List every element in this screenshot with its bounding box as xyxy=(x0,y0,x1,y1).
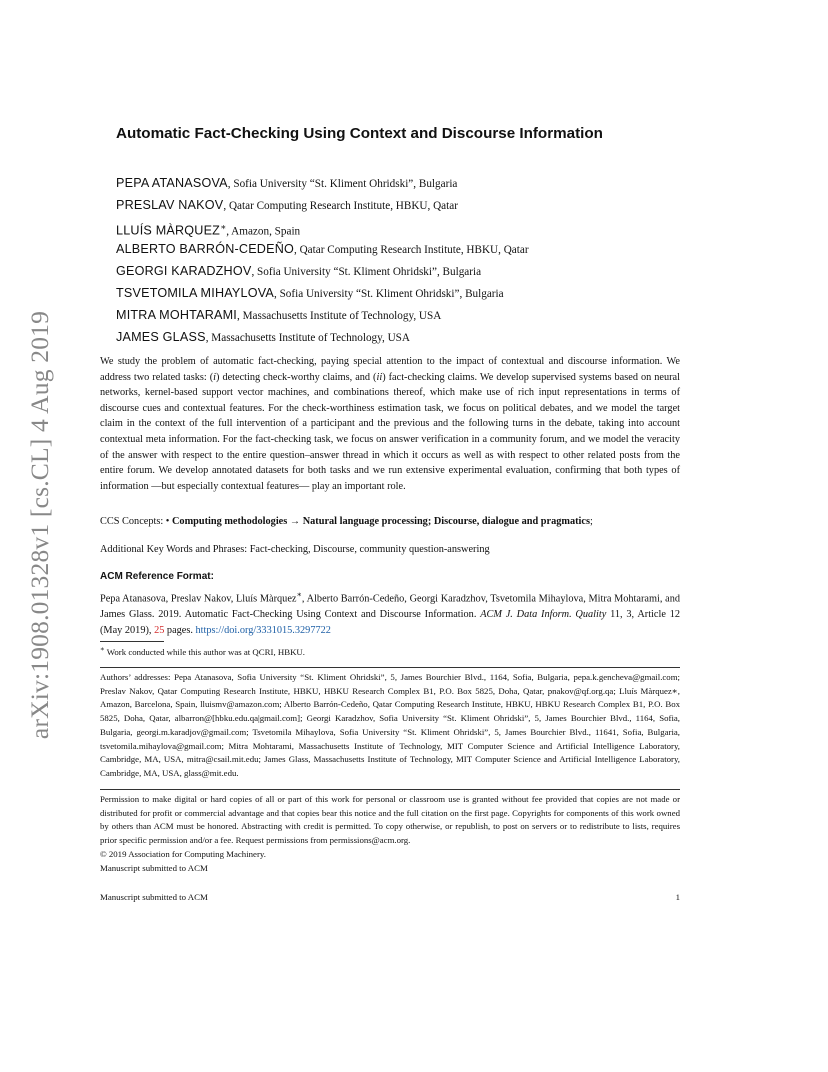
copyright-line: © 2019 Association for Computing Machinery. xyxy=(100,848,266,859)
ccs-suffix: ; xyxy=(590,516,593,527)
author-affiliation: , Massachusetts Institute of Technology, USA xyxy=(205,332,410,344)
page-count-link[interactable]: 25 xyxy=(154,625,165,637)
author-footnote-marker: ∗ xyxy=(296,590,302,599)
abstract-text: ) detecting check-worthy claims, and ( xyxy=(216,371,377,383)
ccs-concepts xyxy=(100,516,593,527)
author-name: ALBERTO BARRÓN-CEDEÑO xyxy=(116,242,294,256)
paper-title: Automatic Fact-Checking Using Context and Discourse Information xyxy=(116,125,603,142)
arxiv-watermark xyxy=(20,290,60,760)
acm-reference-text: , Alberto Barrón-Cedeño, Georgi Karadzhov, Tsvetomila Mihaylova, Mitra Mohtarami, and James Glass. 2019. Automatic Fact-Checking Using Context and Discourse Information. xyxy=(100,593,681,621)
journal-name: ACM J. Data Inform. Quality xyxy=(480,609,607,621)
abstract-enum: ii xyxy=(376,371,383,383)
acm-reference xyxy=(100,587,680,639)
ccs-item: Natural language processing; Discourse, dialogue and pragmatics xyxy=(302,516,590,527)
author-name: PEPA ATANASOVA xyxy=(116,176,228,190)
author-affiliation: , Sofia University “St. Kliment Ohridski”, Bulgaria xyxy=(227,178,458,190)
footnote-rule xyxy=(100,641,164,642)
permission-rule xyxy=(100,789,680,790)
author-name: TSVETOMILA MIHAYLOVA xyxy=(116,286,274,300)
acm-reference-text: 11, 3, Article 12 (May 2019), xyxy=(100,609,681,637)
author-entry xyxy=(116,194,716,216)
author-entry xyxy=(116,216,716,238)
author-name: MITRA MOHTARAMI xyxy=(116,308,238,322)
author-entry xyxy=(116,326,716,348)
acm-reference-text: Pepa Atanasova, Preslav Nakov, Lluís Màrquez xyxy=(100,593,297,605)
author-affiliation: , Sofia University “St. Kliment Ohridski”, Bulgaria xyxy=(251,266,482,278)
abstract-text: ) fact-checking claims. We develop supervised systems based on neural networks, kernel-based support vector machines, and combinations thereof, which make use of rich input representations in terms of discourse cues and contextual features. For the check-worthiness estimation task, we focus on political debates, and we model the target claim in the context of the full intervention of a participant and the previous and the following turns in the debate, taking into account contextual meta information. For the fact-checking task, we focus on answer verification in a community forum, and we model the veracity of the answer with respect to the entire question–answer thread in which it occurs as well as with respect to other related posts from the entire forum. We develop annotated datasets for both tasks and we run extensive experimental evaluation, confirming that both types of information —but especially contextual features— play an important role. xyxy=(100,371,680,492)
abstract-text: We study the problem of automatic fact-checking, paying special attention to the impact of contextual and discourse information. We address two related tasks: ( xyxy=(100,356,680,383)
footnote-marker: ∗ xyxy=(100,645,105,653)
abstract-enum: i xyxy=(213,371,217,383)
author-affiliation: , Amazon, Spain xyxy=(226,225,301,238)
permission-block xyxy=(100,793,680,875)
doi-link[interactable]: https://doi.org/3331015.3297722 xyxy=(195,625,331,637)
footnote-text: Work conducted while this author was at QCRI, HBKU. xyxy=(104,646,305,657)
keywords: Additional Key Words and Phrases: Fact-checking, Discourse, community question-answering xyxy=(100,544,490,555)
page-number: 1 xyxy=(675,892,680,902)
footnote xyxy=(100,645,305,657)
abstract xyxy=(100,354,680,494)
author-affiliation: , Massachusetts Institute of Technology, USA xyxy=(237,310,442,322)
author-entry xyxy=(116,172,716,194)
author-entry xyxy=(116,238,716,260)
author-entry xyxy=(116,304,716,326)
author-affiliation: , Qatar Computing Research Institute, HBKU, Qatar xyxy=(294,244,529,256)
author-entry xyxy=(116,282,716,304)
acm-reference-text: pages. xyxy=(164,625,196,637)
author-addresses: Authors’ addresses: Pepa Atanasova, Sofia University “St. Kliment Ohridski”, 5, James Bourchier Blvd., 1164, Sofia, Bulgaria, pepa.k.gencheva@gmail.com; Preslav Nakov, Qatar Computing Research Institute, HBKU, HBKU Research Complex B1, P.O. Box 5825, Doha, Qatar, pnakov@qf.org.qa; Lluís Màrquez∗, Amazon, Barcelona, Spain, lluismv@amazon.com; Alberto Barrón-Cedeño, Qatar Computing Research Institute, HBKU, HBKU Research Complex B1, P.O. Box 5825, Doha, Qatar, albarron@[hbku.edu.qa|gmail.com]; Georgi Karadzhov, Sofia University “St. Kliment Ohridski”, 5, James Bourchier Blvd., 1164, Sofia, Bulgaria, georgi.m.karadjov@gmail.com; Tsvetomila Mihaylova, Sofia University “St. Kliment Ohridski”, 5, James Bourchier Blvd., 11641, Sofia, Bulgaria, tsvetomila.mihaylova@gmail.com; Mitra Mohtarami, Massachusetts Institute of Technology, MIT Computer Science and Artificial Intelligence Laboratory, Cambridge, MA, USA, mitra@csail.mit.edu; James Glass, Massachusetts Institute of Technology, MIT Computer Science and Artificial Intelligence Laboratory, Cambridge, MA, USA, glass@mit.edu. xyxy=(100,672,680,778)
author-affiliation: , Qatar Computing Research Institute, HBKU, Qatar xyxy=(223,200,458,212)
manuscript-note: Manuscript submitted to ACM xyxy=(100,862,208,873)
author-affiliation: , Sofia University “St. Kliment Ohridski”, Bulgaria xyxy=(273,288,504,300)
author-entry xyxy=(116,260,716,282)
addresses-rule xyxy=(100,667,680,668)
author-name: LLUÍS MÀRQUEZ xyxy=(116,223,221,238)
running-footer: Manuscript submitted to ACM xyxy=(100,892,208,902)
permission-text: Permission to make digital or hard copies of all or part of this work for personal or classroom use is granted without fee provided that copies are not made or distributed for profit or commercial advantage and that copies bear this notice and the full citation on the first page. Copyrights for components of this work owned by others than ACM must be honored. Abstracting with credit is permitted. To copy otherwise, or republish, to post on servers or to redistribute to lists, requires prior specific permission and/or a fee. Request permissions from permissions@acm.org. xyxy=(100,794,680,846)
acm-reference-heading: ACM Reference Format: xyxy=(100,571,214,582)
author-name: JAMES GLASS xyxy=(116,330,206,344)
author-name: GEORGI KARADZHOV xyxy=(116,264,252,278)
author-name: PRESLAV NAKOV xyxy=(116,198,224,212)
ccs-arrow: → xyxy=(287,516,303,527)
author-list xyxy=(116,172,716,348)
arxiv-id: arXiv:1908.01328v1 [cs.CL] 4 Aug 2019 xyxy=(25,310,54,740)
ccs-prefix: CCS Concepts: • xyxy=(100,516,172,527)
ccs-item: Computing methodologies xyxy=(171,516,288,527)
author-footnote-marker: ∗ xyxy=(220,222,227,232)
